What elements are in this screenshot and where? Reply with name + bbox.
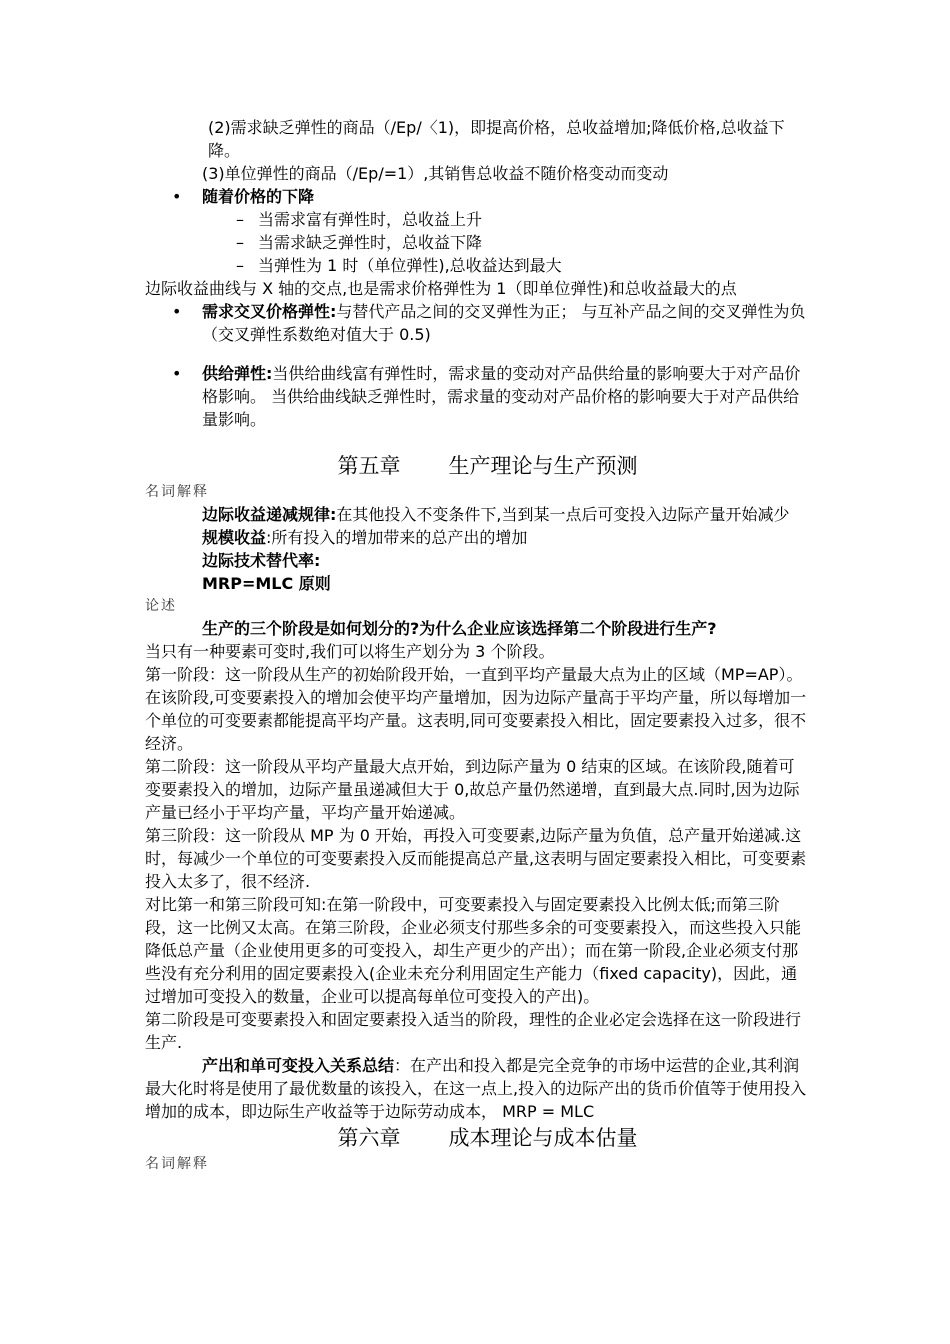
- discussion-question: 生产的三个阶段是如何划分的?为什么企业应该选择第二个阶段进行生产?: [202, 619, 717, 638]
- paragraph-marginal-revenue: 边际收益曲线与 X 轴的交点,也是需求价格弹性为 1（即单位弹性)和总收益最大的点: [145, 279, 737, 298]
- bullet-price-decline-text: 随着价格的下降: [202, 187, 315, 206]
- dash-icon: –: [236, 256, 244, 275]
- paragraph-elastic-demand-2: (2)需求缺乏弹性的商品（/Ep/〈1)，即提高价格，总收益增加;降低价格,总收益下降。: [208, 118, 785, 160]
- term-diminishing-returns-def: 在其他投入不变条件下,当到某一点后可变投入边际产量开始减少: [336, 505, 790, 524]
- discussion-stage-2: 第二阶段：这一阶段从平均产量最大点开始，到边际产量为 0 结束的区域。在该阶段,随着可变要素投入的增加，边际产量虽递减但大于 0,故总产量仍然递增，直到最大点.同时,因为边际产量已经小于平均产量，平均产量开始递减。: [145, 757, 800, 822]
- bullet-supply-elasticity-text: 当供给曲线富有弹性时，需求量的变动对产品供给量的影响要大于对产品价格影响。 当供给曲线缺乏弹性时，需求量的变动对产品价格的影响要大于对产品供给量影响。: [202, 364, 801, 429]
- dash-item-3-text: 当弹性为 1 时（单位弹性),总收益达到最大: [258, 256, 562, 275]
- dash-item-3: [145, 254, 810, 277]
- dash-icon: –: [236, 210, 244, 229]
- chapter-6-number: 第六章: [337, 1126, 401, 1150]
- section-label-discussion: 论述: [145, 598, 177, 614]
- term-mrp-mlc: MRP=MLC 原则: [202, 574, 331, 593]
- bullet-icon: •: [172, 364, 182, 383]
- summary-text: ：在产出和投入都是完全竞争的市场中运营的企业,其利润最大化时将是使用了最优数量的该投入，在这一点上,投入的边际产出的货币价值等于使用投入增加的成本，即边际生产收益等于边际劳动成本， MRP = MLC: [145, 1056, 807, 1121]
- discussion-stage-1: 第一阶段：这一阶段从生产的初始阶段开始，一直到平均产量最大点为止的区域（MP=AP）。在该阶段,可变要素投入的增加会使平均产量增加，因为边际产量高于平均产量，所以每增加一个单位的可变要素都能提高平均产量。这表明,同可变要素投入相比，固定要素投入过多，很不经济。: [145, 665, 807, 753]
- bullet-cross-elasticity-term: 需求交叉价格弹性:: [202, 302, 337, 321]
- summary-title: 产出和单可变投入关系总结: [202, 1056, 395, 1075]
- discussion-paragraph-1: 当只有一种要素可变时,我们可以将生产划分为 3 个阶段。: [145, 642, 555, 661]
- summary-paragraph: [145, 1054, 810, 1123]
- bullet-supply-elasticity: [145, 362, 810, 431]
- chapter-5-number: 第五章: [337, 454, 401, 478]
- dash-item-2-text: 当需求缺乏弹性时，总收益下降: [258, 233, 483, 252]
- term-returns-to-scale: [145, 526, 810, 549]
- section-label-terms: 名词解释: [145, 484, 209, 500]
- bullet-icon: •: [172, 302, 182, 321]
- section-label-terms-6: 名词解释: [145, 1156, 209, 1172]
- discussion-comparison: 对比第一和第三阶段可知:在第一阶段中，可变要素投入与固定要素投入比例太低;而第三阶段，这一比例又太高。在第三阶段，企业必须支付那些多余的可变要素投入，而这些投入只能降低总产量（企业使用更多的可变投入，却生产更少的产出）；而在第一阶段,企业必须支付那些没有充分利用的固定要素投入(企业未充分利用固定生产能力（fixed capacity)，因此，通过增加可变投入的数量，企业可以提高每单位可变投入的产出)。: [145, 895, 802, 1006]
- chapter-6-heading: [145, 1123, 810, 1153]
- term-returns-to-scale-name: 规模收益: [202, 528, 267, 547]
- dash-item-1: [145, 208, 810, 231]
- paragraph-unit-elastic: (3)单位弹性的商品（/Ep/=1）,其销售总收益不随价格变动而变动: [202, 164, 669, 183]
- document-body: [145, 116, 810, 1175]
- discussion-stage-3: 第三阶段：这一阶段从 MP 为 0 开始，再投入可变要素,边际产量为负值，总产量开始递减.这时，每减少一个单位的可变要素投入反而能提高总产量,这表明与固定要素投入相比，可变要素投入太多了，很不经济.: [145, 826, 807, 891]
- dash-item-1-text: 当需求富有弹性时，总收益上升: [258, 210, 483, 229]
- bullet-cross-elasticity-text: 与替代产品之间的交叉弹性为正； 与互补产品之间的交叉弹性为负 （交叉弹性系数绝对值大于 0.5): [202, 302, 806, 344]
- discussion-conclusion: 第二阶段是可变要素投入和固定要素投入适当的阶段，理性的企业必定会选择在这一阶段进行生产.: [145, 1010, 802, 1052]
- bullet-supply-elasticity-term: 供给弹性:: [202, 364, 273, 383]
- dash-icon: –: [236, 233, 244, 252]
- bullet-price-decline: [145, 185, 810, 208]
- term-diminishing-returns: [145, 503, 810, 526]
- bullet-cross-elasticity: [145, 300, 810, 346]
- term-diminishing-returns-name: 边际收益递减规律:: [202, 505, 337, 524]
- term-returns-to-scale-def: :所有投入的增加带来的总产出的增加: [266, 528, 528, 547]
- dash-item-2: [145, 231, 810, 254]
- term-mrts: 边际技术替代率:: [202, 551, 321, 570]
- chapter-5-heading: [145, 451, 810, 481]
- chapter-5-title: 生产理论与生产预测: [448, 454, 638, 478]
- bullet-icon: •: [172, 187, 182, 206]
- spacer: [145, 346, 810, 362]
- chapter-6-title: 成本理论与成本估量: [448, 1126, 638, 1150]
